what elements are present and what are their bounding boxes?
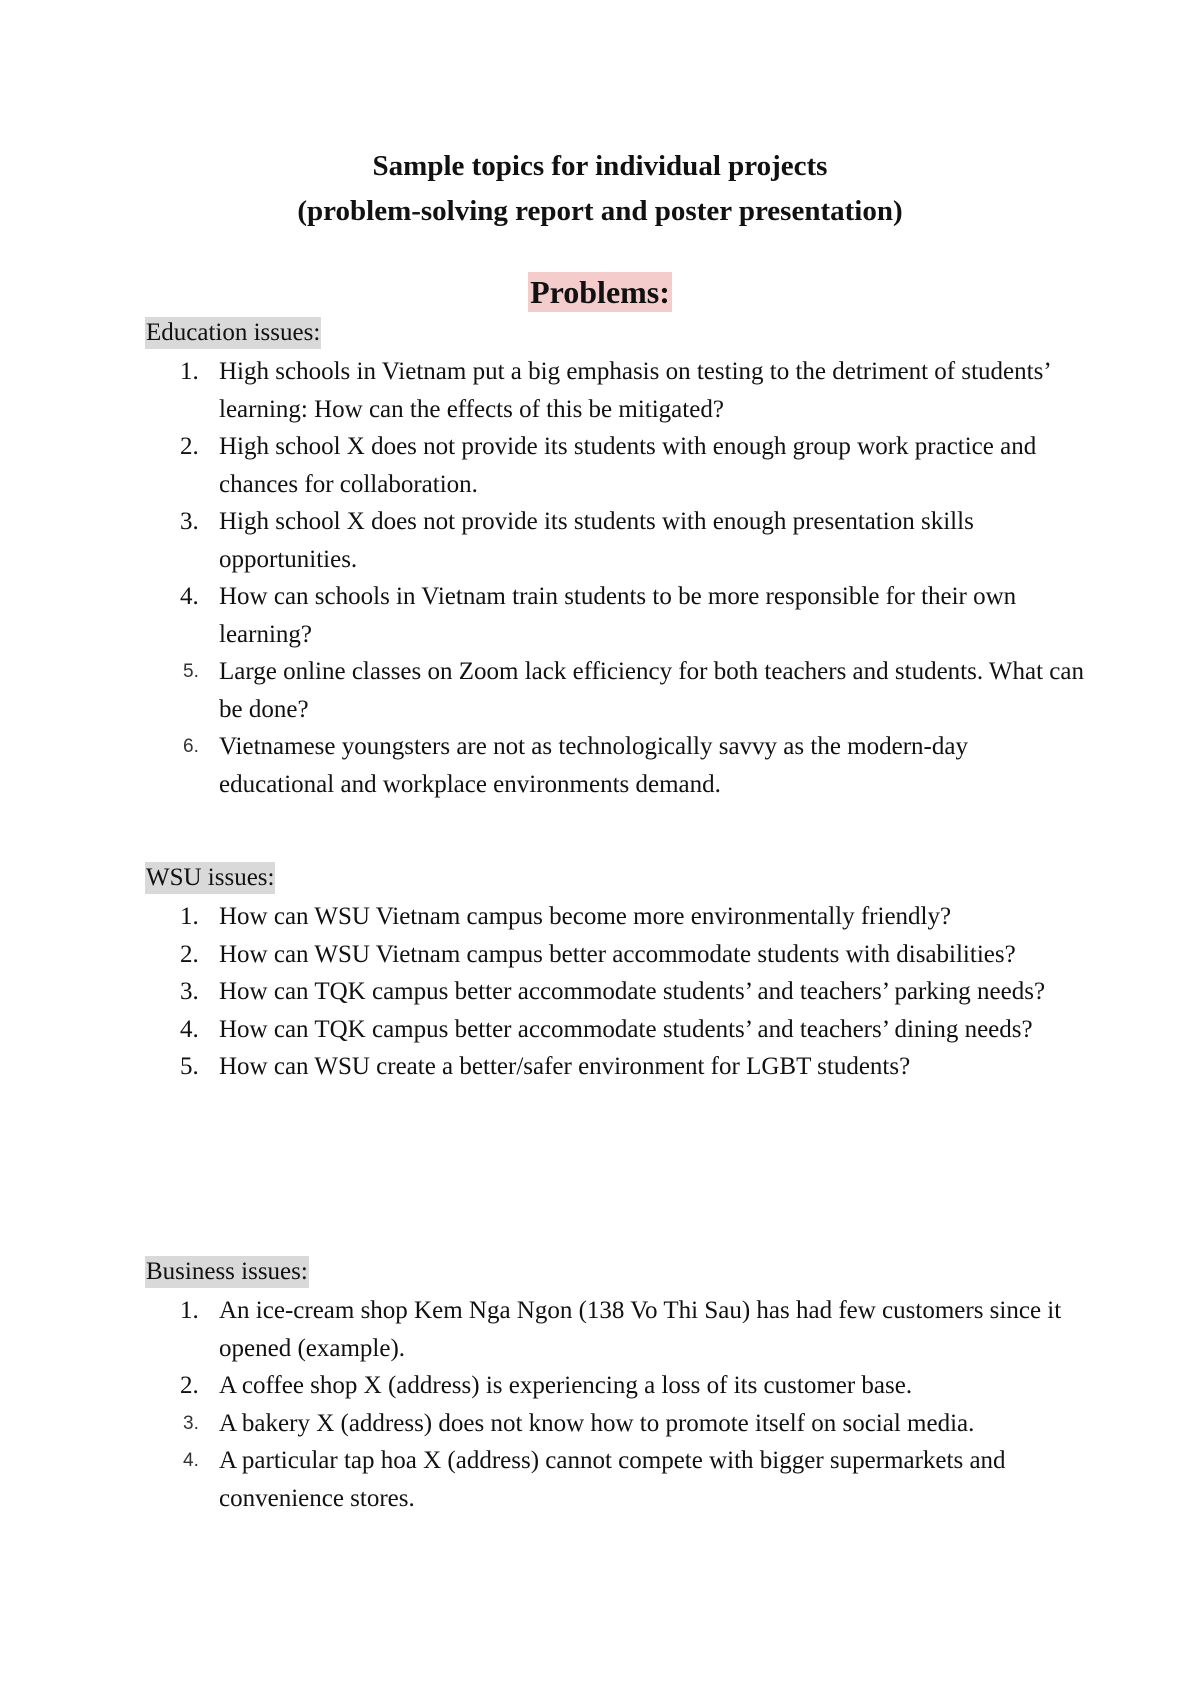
list-item (145, 1011, 1085, 1049)
item-list (145, 1292, 1085, 1517)
item-number: 2. (180, 1372, 199, 1399)
title-line-2: (problem-solving report and poster presentation) (297, 195, 903, 227)
list-item (145, 973, 1085, 1011)
item-text: A particular tap hoa X (address) cannot compete with bigger supermarkets and convenience stores. (219, 1447, 1006, 1512)
item-text: How can TQK campus better accommodate students’ and teachers’ dining needs? (219, 1015, 1033, 1043)
section-business (145, 1256, 1085, 1517)
item-number: 1. (180, 358, 199, 385)
problems-heading-block (0, 272, 1200, 312)
item-number: 2. (180, 940, 199, 968)
item-number: 5. (183, 661, 199, 682)
section-wsu (145, 862, 1085, 1086)
list-item (145, 1048, 1085, 1086)
item-text: A coffee shop X (address) is experiencing a loss of its customer base. (219, 1372, 913, 1399)
list-item (145, 898, 1085, 936)
item-number: 1. (180, 1297, 199, 1324)
section-education (145, 317, 1085, 803)
item-text: Vietnamese youngsters are not as technologically savvy as the modern-day educational and workplace environments demand. (219, 733, 968, 798)
problems-heading: Problems: (530, 274, 670, 310)
list-item (145, 1442, 1085, 1517)
item-text: How can WSU Vietnam campus better accommodate students with disabilities? (219, 940, 1016, 968)
title-line-1: Sample topics for individual projects (372, 150, 828, 182)
list-item (145, 428, 1085, 503)
item-text: How can schools in Vietnam train students to be more responsible for their own learning? (219, 583, 1017, 648)
item-number: 3. (180, 508, 199, 535)
list-item (145, 353, 1085, 428)
item-number: 1. (180, 903, 199, 930)
section-heading: Business issues: (145, 1256, 309, 1288)
list-item (145, 1367, 1085, 1405)
list-item (145, 728, 1085, 803)
item-number: 4. (180, 1015, 199, 1043)
item-number: 2. (180, 433, 199, 460)
item-text: High school X does not provide its students with enough presentation skills opportunities. (219, 508, 974, 573)
document-title (0, 144, 1200, 234)
item-list (145, 898, 1085, 1086)
list-item (145, 578, 1085, 653)
item-text: High school X does not provide its students with enough group work practice and chances for collaboration. (219, 433, 1037, 498)
item-number: 6. (183, 736, 199, 757)
list-item (145, 936, 1085, 974)
item-number: 4. (183, 1450, 199, 1471)
item-number: 4. (180, 583, 199, 610)
list-item (145, 653, 1085, 728)
item-number: 5. (180, 1053, 199, 1080)
section-heading: WSU issues: (145, 862, 275, 894)
item-text: An ice-cream shop Kem Nga Ngon (138 Vo Thi Sau) has had few customers since it opened (example). (219, 1297, 1062, 1362)
item-text: High schools in Vietnam put a big emphasis on testing to the detriment of students’ learning: How can the effects of this be mitigated? (219, 358, 1050, 423)
item-text: How can TQK campus better accommodate students’ and teachers’ parking needs? (219, 978, 1046, 1005)
item-number: 3. (180, 978, 199, 1005)
item-list (145, 353, 1085, 803)
item-text: A bakery X (address) does not know how to promote itself on social media. (219, 1409, 975, 1437)
item-text: Large online classes on Zoom lack efficiency for both teachers and students. What can be done? (219, 658, 1084, 723)
list-item (145, 1292, 1085, 1367)
list-item (145, 503, 1085, 578)
item-text: How can WSU Vietnam campus become more environmentally friendly? (219, 903, 952, 930)
section-heading: Education issues: (145, 317, 321, 349)
item-number: 3. (183, 1412, 199, 1434)
list-item (145, 1405, 1085, 1443)
item-text: How can WSU create a better/safer environment for LGBT students? (219, 1053, 911, 1080)
